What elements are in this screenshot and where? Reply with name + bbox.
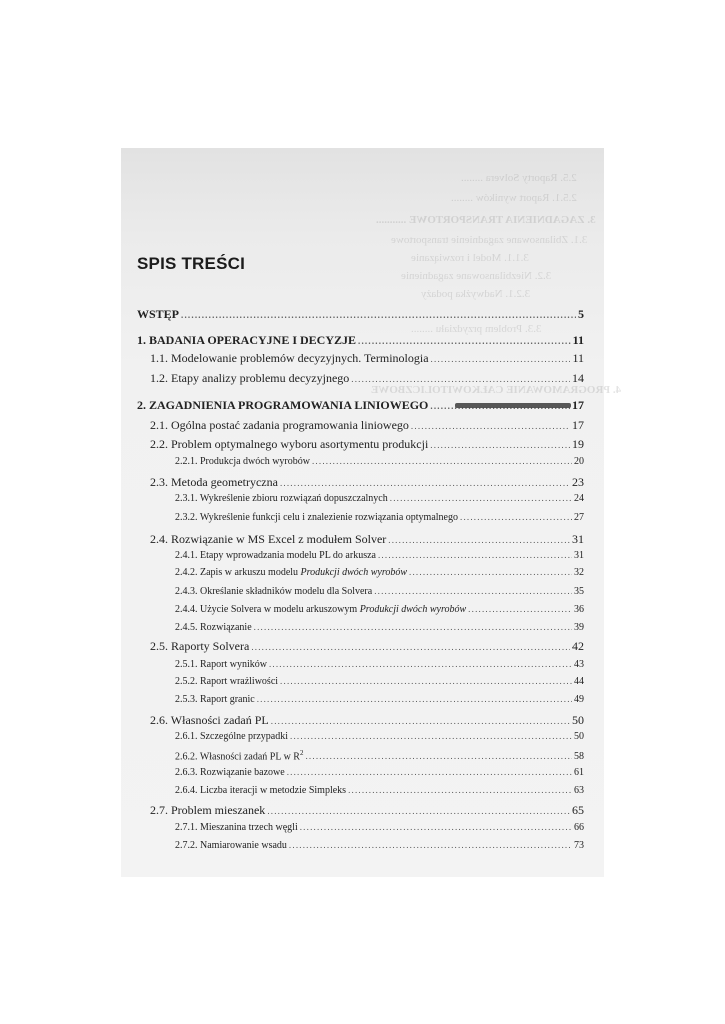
dot-leader [251, 642, 570, 652]
toc-label-text: 2.5.3. Raport granic [175, 694, 255, 705]
ink-smear [455, 403, 571, 408]
toc-entry-label [150, 475, 278, 490]
toc-label-text: 2.2.1. Produkcja dwóch wyrobów [175, 456, 310, 467]
toc-entry [137, 333, 584, 348]
toc-entry [175, 567, 584, 578]
toc-page-number: 50 [574, 731, 584, 742]
toc-label-text: 2.4.5. Rozwiązanie [175, 622, 252, 633]
toc-page-number: 63 [574, 785, 584, 796]
toc-entry [175, 456, 584, 467]
toc-page-number: 50 [572, 713, 584, 727]
dot-leader [269, 659, 572, 669]
toc-label-text: 2.3. Metoda geometryczna [150, 475, 278, 489]
toc-page-number: 20 [574, 456, 584, 467]
toc-entry-label [137, 307, 179, 322]
dot-leader [271, 716, 570, 726]
toc-page-number: 11 [572, 333, 584, 347]
dot-leader [378, 550, 572, 560]
toc-page-number: 73 [574, 840, 584, 851]
toc-label-text: 1.2. Etapy analizy problemu decyzyjnego [150, 371, 350, 385]
toc-page-number: 11 [572, 351, 584, 365]
toc-label-text: 2.3.1. Wykreślenie zbioru rozwiązań dopuszczalnych [175, 493, 388, 504]
toc-entry [175, 749, 584, 762]
toc-label-text: 2.6. Własności zadań PL [150, 713, 269, 727]
toc-label-text: 2.1. Ogólna postać zadania programowania liniowego [150, 418, 409, 432]
toc-entry [137, 307, 584, 322]
toc-entry [175, 676, 584, 687]
toc-entry [175, 604, 584, 615]
toc-entry [150, 437, 584, 452]
dot-leader [257, 694, 572, 704]
toc-label-text: 2.5. Raporty Solvera [150, 639, 250, 653]
dot-leader [280, 478, 570, 488]
toc-page-number: 66 [574, 822, 584, 833]
toc-page-number: 39 [574, 622, 584, 633]
dot-leader [460, 512, 572, 522]
toc-label-text: 2.5.1. Raport wyników [175, 659, 267, 670]
toc-label-text: 1.1. Modelowanie problemów decyzyjnych. Terminologia [150, 351, 429, 365]
toc-page-number: 17 [572, 398, 584, 412]
toc-entry [150, 713, 584, 728]
toc-entry-label [175, 586, 372, 597]
toc-label-text: 2.2. Problem optymalnego wyboru asortymentu produkcji [150, 437, 429, 451]
dot-leader [267, 806, 570, 816]
dot-leader [468, 604, 572, 614]
toc-entry [175, 785, 584, 796]
toc-entry-label [150, 532, 386, 547]
dot-leader [430, 440, 570, 450]
toc-entry [150, 803, 584, 818]
toc-page-number: 36 [574, 604, 584, 615]
toc-entry-label [137, 333, 356, 348]
bleed-through-text: 3.2.1. Nadwyżka podaży [421, 288, 531, 300]
toc-entry-label [175, 749, 303, 762]
toc-entry-label [175, 550, 376, 561]
toc-entry-label [175, 731, 288, 742]
dot-leader [287, 767, 572, 777]
toc-label-text: 2.4. Rozwiązanie w MS Excel z modułem Solver [150, 532, 387, 546]
toc-label-text: 2.6.3. Rozwiązanie bazowe [175, 767, 285, 778]
toc-entry [150, 532, 584, 547]
toc-page-number: 17 [572, 418, 584, 432]
toc-entry-label [175, 622, 252, 633]
toc-entry-label [175, 567, 407, 578]
toc-label-text: WSTĘP [137, 307, 180, 321]
toc-entry [175, 512, 584, 523]
toc-entry-label [150, 803, 265, 818]
toc-entry [150, 639, 584, 654]
toc-label-text: 2.4.1. Etapy wprowadzania modelu PL do arkusza [175, 550, 376, 561]
toc-entry-label [175, 785, 346, 796]
toc-entry-label [137, 398, 428, 413]
toc-entry [175, 550, 584, 561]
toc-entry-label [175, 822, 298, 833]
toc-page-number: 27 [574, 512, 584, 523]
toc-page-number: 44 [574, 676, 584, 687]
toc-entry-label [150, 639, 249, 654]
toc-page-number: 32 [574, 567, 584, 578]
toc-label-text: 2.4.3. Określanie składników modelu dla Solvera [175, 586, 373, 597]
toc-label-text: 2.4.4. Użycie Solvera w modelu arkuszowym [175, 604, 360, 615]
dot-leader [409, 567, 572, 577]
toc-page-number: 19 [572, 437, 584, 451]
toc-label-text: 2.7.2. Namiarowanie wsadu [175, 840, 287, 851]
dot-leader [348, 785, 572, 795]
toc-entry-label [150, 351, 429, 366]
toc-label-text: 2.6.2. Własności zadań PL w R [175, 751, 300, 763]
dot-leader [289, 840, 572, 850]
toc-label-text: 2.3.2. Wykreślenie funkcji celu i znalezienie rozwiązania optymalnego [175, 512, 458, 523]
toc-page-number: 58 [574, 751, 584, 763]
toc-entry-label [175, 512, 458, 523]
dot-leader [181, 310, 576, 320]
dot-leader [300, 822, 572, 832]
dot-leader [351, 374, 570, 384]
toc-entry [150, 371, 584, 386]
toc-label-superscript: 2 [299, 749, 304, 757]
dot-leader [280, 676, 572, 686]
toc-label-text: 2.6.1. Szczególne przypadki [175, 731, 289, 742]
toc-entry-label [175, 604, 466, 615]
toc-page-number: 43 [574, 659, 584, 670]
toc-label-italic: Produkcji dwóch wyrobów [300, 567, 408, 578]
toc-page-number: 5 [578, 307, 584, 321]
dot-leader [305, 751, 572, 761]
toc-entry-label [175, 676, 278, 687]
toc-page-number: 35 [574, 586, 584, 597]
bleed-through-text: 3.1.1. Model i rozwiązanie [411, 252, 529, 264]
toc-label-text: 1. BADANIA OPERACYJNE I DECYZJE [137, 333, 357, 347]
toc-page-number: 65 [572, 803, 584, 817]
toc-entry [175, 731, 584, 742]
toc-entry-label [175, 840, 287, 851]
bleed-through-text: 3.2. Niezbilansowane zagadnienie [401, 270, 552, 282]
toc-entry-label [150, 371, 349, 386]
toc-label-text: 2.7. Problem mieszanek [150, 803, 266, 817]
toc-entry [175, 840, 584, 851]
toc-entry [175, 622, 584, 633]
toc-entry [175, 694, 584, 705]
dot-leader [358, 336, 571, 346]
toc-label-text: 2. ZAGADNIENIA PROGRAMOWANIA LINIOWEGO [137, 398, 429, 412]
dot-leader [254, 622, 572, 632]
bleed-through-text: 3. ZAGADNIENIA TRANSPORTOWE ........... [376, 214, 596, 226]
bleed-through-text: 3.3. Problem przydziału ........ [411, 323, 542, 335]
dot-leader [431, 354, 571, 364]
toc-page-number: 23 [572, 475, 584, 489]
toc-entry-label [175, 767, 285, 778]
toc-entry [150, 418, 584, 433]
dot-leader [388, 535, 570, 545]
toc-page-number: 42 [572, 639, 584, 653]
toc-entry-label [150, 437, 428, 452]
toc-label-text: 2.4.2. Zapis w arkuszu modelu [175, 567, 301, 578]
toc-page-number: 24 [574, 493, 584, 504]
toc-page-number: 49 [574, 694, 584, 705]
toc-label-text: 2.5.2. Raport wrażliwości [175, 676, 279, 687]
toc-entry [150, 475, 584, 490]
toc-entry-label [175, 694, 255, 705]
bleed-through-text: 2.5.1. Raport wyników ........ [451, 192, 577, 204]
toc-entry-label [175, 456, 310, 467]
dot-leader [411, 421, 570, 431]
toc-entry [175, 822, 584, 833]
toc-page-number: 14 [572, 371, 584, 385]
dot-leader [390, 493, 572, 503]
bleed-through-text: 3.1. Zbilansowane zagadnienie transportowe [391, 234, 588, 246]
toc-page-number: 31 [572, 532, 584, 546]
dot-leader [312, 456, 572, 466]
toc-page-number: 61 [574, 767, 584, 778]
page-title: SPIS TREŚCI [137, 254, 246, 273]
toc-entry [175, 493, 584, 504]
dot-leader [290, 731, 572, 741]
toc-entry [150, 351, 584, 366]
toc-entry [175, 659, 584, 670]
dot-leader [374, 586, 572, 596]
toc-entry-label [150, 713, 269, 728]
toc-label-text: 2.6.4. Liczba iteracji w metodzie Simpleks [175, 785, 347, 796]
bleed-through-text: 2.5. Raporty Solvera ........ [461, 172, 577, 184]
toc-entry-label [175, 493, 388, 504]
toc-entry-label [150, 418, 409, 433]
toc-entry-label [175, 659, 267, 670]
toc-entry [175, 586, 584, 597]
toc-label-italic: Produkcji dwóch wyrobów [359, 604, 467, 615]
toc-entry [175, 767, 584, 778]
bleed-through-text: 4. PROGRAMOWANIE CAŁKOWITOLICZBOWE [371, 384, 622, 396]
toc-page-number: 31 [574, 550, 584, 561]
toc-label-text: 2.7.1. Mieszanina trzech węgli [175, 822, 298, 833]
